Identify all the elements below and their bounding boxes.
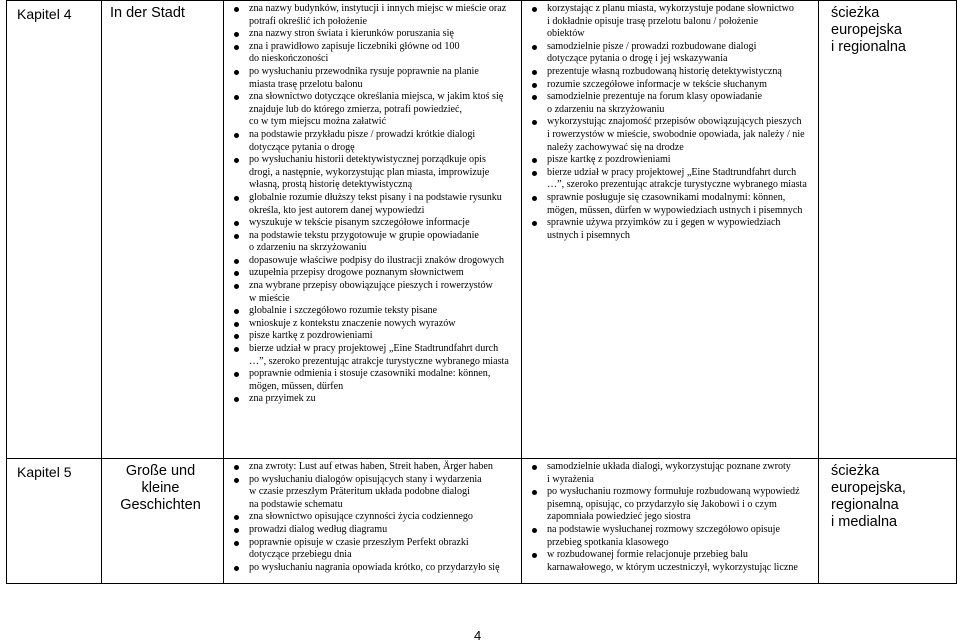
list-item: korzystając z planu miasta, wykorzystuje podane słownictwo i dokładnie opisuje trasę przelotu balonu / położenie obiektów xyxy=(522,3,816,41)
bullet-list xyxy=(522,459,818,576)
list-item: zna wybrane przepisy obowiązujące pieszych i rowerzystów w mieście xyxy=(224,280,519,305)
list-item: sprawnie używa przyimków zu i gegen w wypowiedziach ustnych i pisemnych xyxy=(522,217,816,242)
extended-requirements-cell xyxy=(522,1,819,459)
path-label: ścieżka europejska, regionalna i medialna xyxy=(831,463,906,530)
curriculum-table xyxy=(6,0,957,584)
basic-requirements-cell xyxy=(224,1,522,459)
list-item: wyszukuje w tekście pisanym szczegółowe informacje xyxy=(224,217,519,230)
list-item: na podstawie tekstu przygotowuje w grupie opowiadanie o zdarzeniu na skrzyżowaniu xyxy=(224,230,519,255)
chapter-cell: Kapitel 4 xyxy=(7,1,102,459)
bullet-list xyxy=(522,1,818,244)
list-item: sprawnie posługuje się czasownikami modalnymi: können, mögen, müssen, dürfen w wypowiedziach ustnych i pisemnych xyxy=(522,192,816,217)
list-item: pisze kartkę z pozdrowieniami xyxy=(224,330,519,343)
list-item: samodzielnie pisze / prowadzi rozbudowane dialogi dotyczące pytania o drogę i jej wskazywania xyxy=(522,41,816,66)
list-item: w rozbudowanej formie relacjonuje przebieg balu karnawałowego, w którym uczestniczył, wykorzystując liczne xyxy=(522,549,816,574)
list-item: globalnie i szczegółowo rozumie teksty pisane xyxy=(224,305,519,318)
list-item: bierze udział w pracy projektowej „Eine Stadtrundfahrt durch …”, szeroko prezentując atrakcje turystyczne wybranego miasta xyxy=(224,343,519,368)
list-item: po wysłuchaniu rozmowy formułuje rozbudowaną wypowiedź pisemną, opisując, co przydarzyło się Jakobowi i o czym zapomniała powiedzieć jego siostra xyxy=(522,486,816,524)
table-row xyxy=(7,1,957,459)
list-item: po wysłuchaniu nagrania opowiada krótko, co przydarzyło się xyxy=(224,562,519,575)
topic-cell xyxy=(102,459,224,584)
list-item: zna zwroty: Lust auf etwas haben, Streit haben, Ärger haben xyxy=(224,461,519,474)
table-row xyxy=(7,459,957,584)
list-item: zna i prawidłowo zapisuje liczebniki główne od 100 do nieskończoności xyxy=(224,41,519,66)
list-item: zna słownictwo opisujące czynności życia codziennego xyxy=(224,511,519,524)
page-number: 4 xyxy=(474,628,482,643)
list-item: zna przyimek zu xyxy=(224,393,519,406)
list-item: wykorzystując znajomość przepisów obowiązujących pieszych i rowerzystów w mieście, swobodnie opowiada, jak należy / nie należy zachowywać się na drodze xyxy=(522,116,816,154)
list-item: poprawnie opisuje w czasie przeszłym Perfekt obrazki dotyczące przebiegu dnia xyxy=(224,537,519,562)
list-item: zna słownictwo dotyczące określania miejsca, w jakim ktoś się znajduje lub do którego zmierza, potrafi powiedzieć, co w tym miejscu można załatwić xyxy=(224,91,519,129)
list-item: po wysłuchaniu dialogów opisujących stany i wydarzenia w czasie przeszłym Präteritum układa podobne dialogi na podstawie schematu xyxy=(224,474,519,512)
topic-title: In der Stadt xyxy=(110,5,185,21)
topic-title: Große und kleine Geschichten xyxy=(120,463,201,513)
topic-cell xyxy=(102,1,224,459)
list-item: na podstawie przykładu pisze / prowadzi krótkie dialogi dotyczące pytania o drogę xyxy=(224,129,519,154)
list-item: bierze udział w pracy projektowej „Eine Stadtrundfahrt durch …”, szeroko prezentując atrakcje turystyczne wybranego miasta xyxy=(522,167,816,192)
chapter-cell: Kapitel 5 xyxy=(7,459,102,584)
list-item: po wysłuchaniu przewodnika rysuje poprawnie na planie miasta trasę przelotu balonu xyxy=(224,66,519,91)
list-item: na podstawie wysłuchanej rozmowy szczegółowo opisuje przebieg spotkania klasowego xyxy=(522,524,816,549)
list-item: uzupełnia przepisy drogowe poznanym słownictwem xyxy=(224,267,519,280)
list-item: poprawnie odmienia i stosuje czasowniki modalne: können, mögen, müssen, dürfen xyxy=(224,368,519,393)
list-item: prezentuje własną rozbudowaną historię detektywistyczną xyxy=(522,66,816,79)
list-item: pisze kartkę z pozdrowieniami xyxy=(522,154,816,167)
list-item: wnioskuje z kontekstu znaczenie nowych wyrazów xyxy=(224,318,519,331)
list-item: prowadzi dialog według diagramu xyxy=(224,524,519,537)
list-item: samodzielnie układa dialogi, wykorzystując poznane zwroty i wyrażenia xyxy=(522,461,816,486)
list-item: rozumie szczegółowe informacje w tekście słuchanym xyxy=(522,79,816,92)
list-item: globalnie rozumie dłuższy tekst pisany i na podstawie rysunku określa, kto jest autorem danej wypowiedzi xyxy=(224,192,519,217)
list-item: zna nazwy stron świata i kierunków poruszania się xyxy=(224,28,519,41)
list-item: dopasowuje właściwe podpisy do ilustracji znaków drogowych xyxy=(224,255,519,268)
path-label: ścieżka europejska i regionalna xyxy=(831,5,906,55)
educational-path-cell xyxy=(819,459,957,584)
basic-requirements-cell xyxy=(224,459,522,584)
bullet-list xyxy=(224,1,521,408)
educational-path-cell xyxy=(819,1,957,459)
bullet-list xyxy=(224,459,521,576)
list-item: samodzielnie prezentuje na forum klasy opowiadanie o zdarzeniu na skrzyżowaniu xyxy=(522,91,816,116)
list-item: po wysłuchaniu historii detektywistycznej porządkuje opis drogi, a następnie, wykorzystując plan miasta, improwizuje własną, prostą historię detektywistyczną xyxy=(224,154,519,192)
list-item: zna nazwy budynków, instytucji i innych miejsc w mieście oraz potrafi określić ich położenie xyxy=(224,3,519,28)
extended-requirements-cell xyxy=(522,459,819,584)
